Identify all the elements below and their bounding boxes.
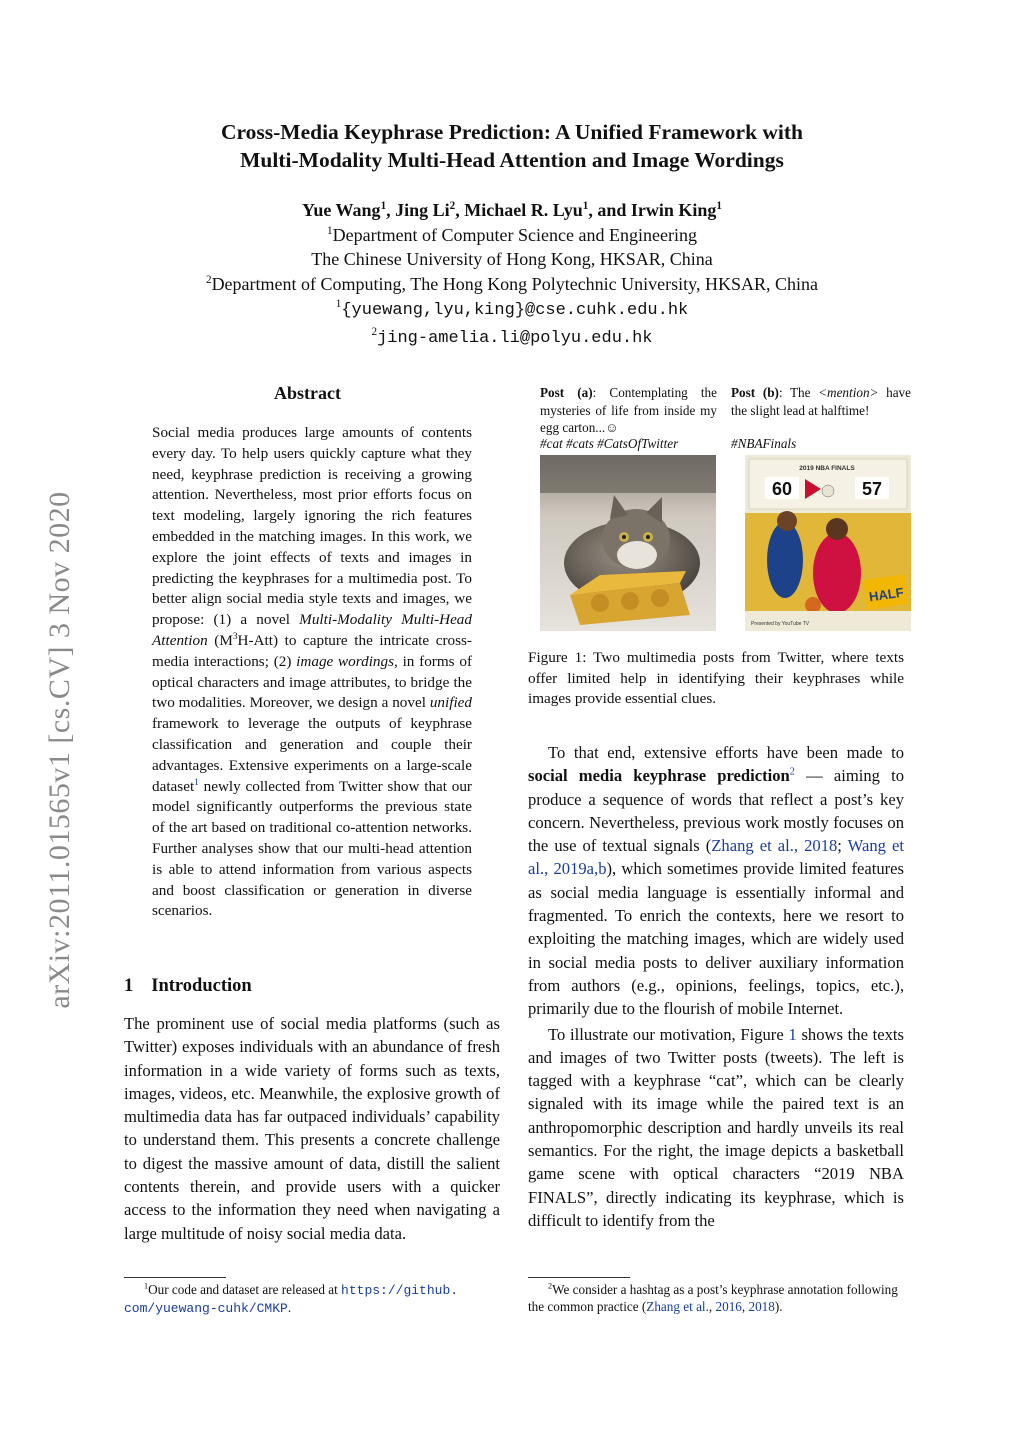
paper-title [0,118,1024,174]
section-heading-introduction [124,976,252,997]
citation-link[interactable]: Zhang et al., 2018 [711,836,838,856]
footnote-rule [124,1277,226,1278]
author-separator: , and [588,200,631,220]
score-left: 60 [771,479,793,499]
nba-illustration [745,455,911,631]
paragraph [528,1023,904,1233]
abstract-emphasis: unified [429,694,472,712]
affiliation-1 [0,223,1024,248]
broadcast-credit: Presented by YouTube TV [751,621,810,627]
abstract-body [152,423,472,922]
score-right: 57 [861,479,883,499]
paragraph-text: To illustrate our motivation, Figure [548,1024,789,1044]
post-label: Post (a) [540,385,593,400]
author-name: Jing Li [395,200,450,220]
abstract-text: Social media produces large amounts of contents every day. To help users quickly capture what they need, keyphrase prediction is receiving a growing attention. Nevertheless, most prior efforts focus on text modeling, largely ignoring the rich features embedded in the matching images. In this work, we explore the joint effects of texts and images in predicting the keyphrases for a multimedia post. To better align social media style texts and images, we propose: (1) a novel [152,424,472,629]
footnote-text: , [741,1299,749,1314]
affiliation-mark: 1 [380,200,387,212]
footnote-rule [528,1277,630,1278]
cat-illustration [540,455,716,631]
affiliation-1-line-2: The Chinese University of Hong Kong, HKSAR, China [311,249,713,269]
post-body: : The [778,385,819,400]
paragraph-text: shows the texts and images of two Twitter posts (tweets). The left is tagged with a keyphrase “cat”, which can be clearly signaled with its image while the paired text is an anthropomorphic description and hardly unveils its real semantics. For the right, the image depicts a basketball game scene with optical characters “2019 NBA FINALS”, directly indicating its keyphrase, which is difficult to identify from the [528,1024,904,1230]
paragraph-text: To that end, extensive efforts have been made to [548,743,904,762]
author-name: Irwin King [630,200,717,220]
citation-link[interactable]: 2016 [715,1299,742,1314]
footnote-link[interactable]: 1 [194,777,199,788]
footnote-2 [528,1281,904,1315]
code-url-link[interactable]: https://github. [341,1283,459,1298]
abstract-text: newly collected from Twitter show that our model significantly outperforms the previous state of the art based on traditional co-attention networks. Further analyses show that our multi-head attention is able to attend information from various aspects and boost classification or generation in diverse scenarios. [152,777,472,920]
affiliation-mark: 1 [582,200,589,212]
half-label: HALF [868,584,905,605]
post-b-hashtags: #NBAFinals [731,436,797,451]
citation-link[interactable]: 2018 [748,1299,775,1314]
footnote-1 [124,1281,504,1317]
footnote-text: We consider a hashtag as a post’s keyphrase annotation following the common practice ( [528,1282,898,1314]
affiliation-mark: 2 [371,325,378,338]
author-separator: , [386,200,396,220]
author-names [0,198,1024,223]
affiliation-mark: 1 [327,224,333,237]
abstract-text: framework to leverage the outputs of keyphrase classification and generation and couple their advantages. Extensive experiments on a large-scale dataset [152,715,472,795]
figure-1-caption: Figure 1: Two multimedia posts from Twitter, where texts offer limited help in identifying their keyphrases while images provide essential clues. [528,649,904,707]
footnote-text: ). [774,1299,783,1314]
paragraph [528,741,904,1021]
post-a-hashtags: #cat #cats #CatsOfTwitter [540,436,679,451]
paragraph-text: ; [837,836,848,856]
arxiv-identifier: arXiv:2011.01565v1 [cs.CV] 3 Nov 2020 [43,491,76,1009]
affiliation-mark: 2 [205,273,212,286]
email-text: {yuewang,lyu,king}@cse.cuhk.edu.hk [341,301,689,320]
author-name: Yue Wang [302,200,381,220]
citation-link[interactable]: Wang et al., 2019a,b [528,836,904,879]
bold-term: social media keyphrase prediction [528,766,790,786]
author-name: Michael R. Lyu [464,200,583,220]
code-url-link[interactable]: com/yuewang-cuhk/CMKP [124,1301,288,1316]
citation-link[interactable]: Zhang et al. [646,1299,709,1314]
title-line-2: Multi-Modality Multi-Head Attention and Image Wordings [240,148,784,172]
abstract-emphasis: Multi-Modality Multi-Head Attention [152,611,472,649]
right-column-text [528,741,904,1232]
author-separator: , [455,200,465,220]
affiliation-mark: 1 [335,298,342,310]
section-number: 1 [124,976,134,996]
footnote-text: Our code and dataset are released at [148,1282,342,1297]
footnote-mark: 2 [548,1281,553,1291]
footnote-mark: 1 [144,1281,149,1291]
abstract-emphasis: image wordings [296,652,395,670]
affiliation-mark: 1 [716,200,722,212]
abstract-heading: Abstract [274,383,341,403]
paragraph-text: — aiming to produce a sequence of words that reflect a post’s key concern. Nevertheless, previous work mostly focuses on the use of textual signals ( [528,766,904,856]
superscript: 3 [232,631,238,642]
post-a-text [540,384,717,437]
section-title: Introduction [151,976,252,996]
mention-token: <mention> [818,385,879,400]
paragraph-text: ), which sometimes provide limited features as social media language is essentially informal and fragmented. To enrich the contexts, here we resort to exploiting the matching images, which are widely used in social media posts to deliver auxiliary information from authors (e.g., opinions, feelings, topics, etc.), primarily due to the flourish of mobile Internet. [528,859,904,1019]
post-body: : Contemplating the mysteries of life from inside my egg carton...☺ [540,385,717,435]
author-block [0,198,1024,351]
introduction-paragraph: The prominent use of social media platforms (such as Twitter) exposes individuals with an abundance of fresh information in a wide variety of forms such as texts, images, videos, etc. Meanwhile, the explosive growth of multimedia data has far outpaced individuals’ capability to understand them. This presents a concrete challenge to digest the massive amount of data, distill the salient contents therein, and provide users with a quicker access to the information they need when navigating a large multitude of noisy social media data. [124,1014,500,1243]
post-body: have the slight lead at halftime! [731,385,911,418]
email-2 [0,324,1024,352]
abstract-text: (M [207,631,233,649]
nba-banner-text: 2019 NBA FINALS [799,465,855,472]
abstract-text: , in forms of optical characters and image attributes, to bridge the two modalities. Moreover, we design a novel [152,652,472,712]
figure-reference-link[interactable]: 1 [788,1024,797,1044]
title-line-1: Cross-Media Keyphrase Prediction: A Unified Framework with [220,120,804,144]
affiliation-2 [0,272,1024,297]
affiliation-mark: 2 [449,200,456,212]
arxiv-sidebar [30,450,90,1050]
post-label: Post (b) [731,385,779,400]
nba-finals-photo [745,455,911,631]
footnote-text: . [287,1300,292,1315]
abstract-text: H-Att) to capture the intricate cross-media interactions; (2) [152,631,472,670]
post-b-text [731,384,911,419]
email-1 [0,296,1024,324]
email-text: jing-amelia.li@polyu.edu.hk [377,328,653,348]
footnote-text: , [708,1299,716,1314]
affiliation-text: Department of Computer Science and Engineering [332,224,697,245]
affiliation-text: Department of Computing, The Hong Kong Polytechnic University, HKSAR, China [211,273,818,294]
cat-photo [540,455,716,631]
footnote-link[interactable]: 2 [789,766,795,778]
